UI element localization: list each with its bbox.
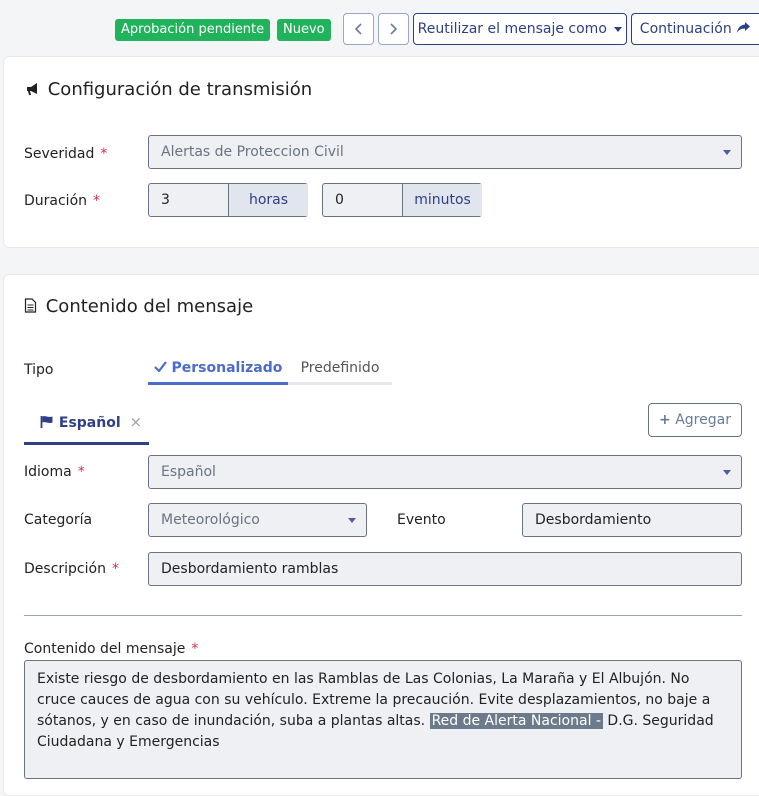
message-label-text: Contenido del mensaje xyxy=(24,641,186,657)
tab-language-spanish[interactable] xyxy=(24,405,149,445)
message-label xyxy=(24,641,198,657)
description-input[interactable] xyxy=(148,552,742,586)
language-value: Español xyxy=(161,464,216,480)
severity-select[interactable] xyxy=(148,135,742,169)
message-textarea[interactable] xyxy=(24,660,742,779)
continue-button[interactable] xyxy=(631,13,759,45)
close-icon[interactable]: × xyxy=(129,413,143,431)
event-label: Evento xyxy=(397,512,446,528)
tab-predefined-label: Predefinido xyxy=(300,360,380,376)
required-mark: * xyxy=(77,464,85,480)
hours-unit: horas xyxy=(228,184,308,216)
minutes-value: 0 xyxy=(335,192,344,208)
description-value: Desbordamiento ramblas xyxy=(161,561,339,577)
status-badge-pending: Aprobación pendiente xyxy=(115,19,270,41)
add-language-button[interactable] xyxy=(648,403,742,437)
share-arrow-icon xyxy=(736,21,751,34)
required-mark: * xyxy=(191,641,199,657)
chevron-right-icon xyxy=(379,14,408,44)
minutes-input[interactable] xyxy=(322,183,482,217)
next-button[interactable] xyxy=(378,13,409,45)
flag-icon xyxy=(40,415,54,428)
description-label xyxy=(24,561,119,577)
required-mark: * xyxy=(111,561,119,577)
message-tail: D.G. Seguridad Ciudadana y Emergencias xyxy=(37,713,714,750)
tab-predefined[interactable] xyxy=(288,351,392,385)
megaphone-icon xyxy=(24,82,39,96)
caret-down-icon xyxy=(723,470,731,475)
caret-down-icon xyxy=(348,518,356,523)
duration-label-text: Duración xyxy=(24,193,88,209)
previous-button[interactable] xyxy=(343,13,374,45)
broadcast-config-title xyxy=(24,79,312,100)
event-input[interactable] xyxy=(522,503,742,537)
plus-icon: + xyxy=(659,412,671,428)
add-language-label: Agregar xyxy=(675,412,731,428)
severity-label xyxy=(24,146,107,162)
language-label-text: Idioma xyxy=(24,464,72,480)
caret-down-icon xyxy=(614,27,622,32)
tab-custom-label: Personalizado xyxy=(171,360,283,376)
caret-down-icon xyxy=(723,150,731,155)
required-mark: * xyxy=(93,193,101,209)
event-value: Desbordamiento xyxy=(535,512,652,528)
tab-custom[interactable] xyxy=(148,351,288,385)
message-text: Existe riesgo de desbordamiento en las Ramblas de Las Colonias, La Maraña y El Albujón. No cruce cauces de agua con su vehículo. Extreme la precaución. Evite desplazamientos, no baje a sótanos, y en caso de inundación, suba a plantas altas. xyxy=(37,671,711,729)
check-icon xyxy=(154,361,167,372)
language-label xyxy=(24,464,85,480)
minutes-unit: minutos xyxy=(402,184,482,216)
top-action-bar xyxy=(0,0,759,56)
broadcast-config-card xyxy=(3,56,759,248)
duration-label xyxy=(24,193,100,209)
message-content-title xyxy=(24,296,253,317)
continue-label: Continuación xyxy=(639,21,732,37)
severity-value: Alertas de Proteccion Civil xyxy=(161,144,344,160)
section-divider xyxy=(24,615,742,616)
message-content-card xyxy=(3,274,759,796)
severity-label-text: Severidad xyxy=(24,146,95,162)
reuse-message-dropdown[interactable] xyxy=(413,13,627,45)
status-badge-new: Nuevo xyxy=(277,19,331,41)
required-mark: * xyxy=(100,146,108,162)
language-tab-label: Español xyxy=(58,415,121,431)
chevron-left-icon xyxy=(344,14,373,44)
hours-input[interactable] xyxy=(148,183,308,217)
category-value: Meteorológico xyxy=(161,512,260,528)
language-select[interactable] xyxy=(148,455,742,489)
message-highlight: Red de Alerta Nacional - xyxy=(431,713,601,729)
description-label-text: Descripción xyxy=(24,561,106,577)
hours-value: 3 xyxy=(161,192,170,208)
reuse-message-label: Reutilizar el mensaje como xyxy=(417,21,607,37)
document-icon xyxy=(24,298,37,313)
type-label: Tipo xyxy=(24,362,54,378)
category-label: Categoría xyxy=(24,512,93,528)
message-content-title-text: Contenido del mensaje xyxy=(45,296,254,317)
broadcast-config-title-text: Configuración de transmisión xyxy=(47,79,313,100)
category-select[interactable] xyxy=(148,503,367,537)
